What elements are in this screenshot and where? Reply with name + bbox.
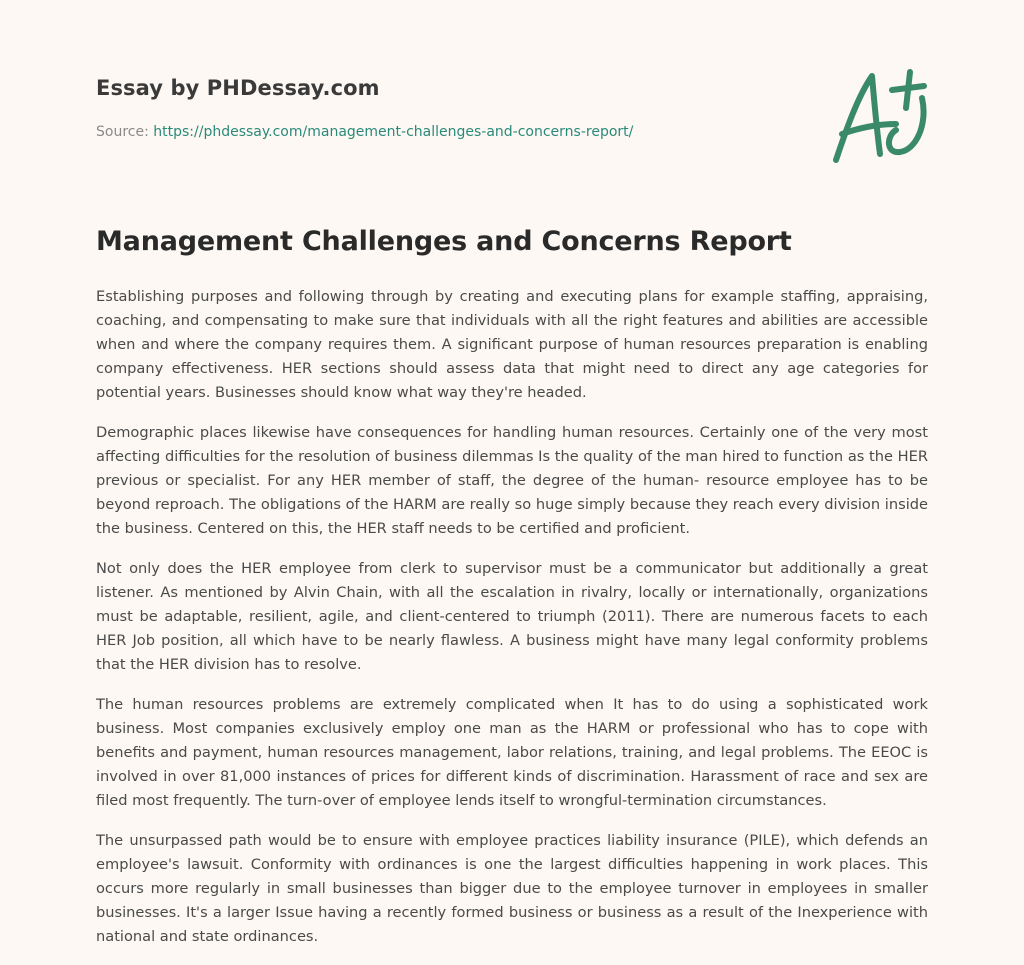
source-link[interactable]: https://phdessay.com/management-challenges-and-concerns-report/ [153, 124, 634, 140]
article-body [96, 285, 928, 965]
source-label: Source: [96, 124, 149, 140]
article-paragraph: Establishing purposes and following through by creating and executing plans for example staffing, appraising, coaching, and compensating to make sure that individuals with all the right features and abilities are accessible when and where the company requires them. A significant purpose of human resources preparation is enabling company effectiveness. HER sections should assess data that might need to direct any age categories for potential years. Businesses should know what way they're headed. [96, 288, 928, 401]
page-header [96, 0, 928, 200]
a-plus-logo-icon [828, 68, 928, 164]
article-paragraph: The human resources problems are extremely complicated when It has to do using a sophisticated work business. Most companies exclusively employ one man as the HARM or professional who has to cope with benefits and payment, human resources management, labor relations, training, and legal problems. The EEOC is involved in over 81,000 instances of prices for different kinds of discrimination. Harassment of race and sex are filed most frequently. The turn-over of employee lends itself to wrongful-termination circumstances. [96, 696, 928, 809]
article-paragraph: The unsurpassed path would be to ensure with employee practices liability insurance (PILE), which defends an employee's lawsuit. Conformity with ordinances is one the largest difficulties happening in work places. This occurs more regularly in small businesses than bigger due to the employee turnover in employees in smaller businesses. It's a larger Issue having a recently formed business or business as a result of the Inexperience with national and state ordinances. [96, 832, 928, 945]
source-line [96, 124, 633, 140]
article-paragraph: Not only does the HER employee from clerk to supervisor must be a communicator but additionally a great listener. As mentioned by Alvin Chain, with all the escalation in rivalry, locally or internationally, organizations must be adaptable, resilient, agile, and client-centered to triumph (2011). There are numerous facets to each HER Job position, all which have to be nearly flawless. A business might have many legal conformity problems that the HER division has to resolve. [96, 560, 928, 673]
article-title: Management Challenges and Concerns Report [96, 226, 792, 257]
article-paragraph: Demographic places likewise have consequences for handling human resources. Certainly one of the very most affecting difficulties for the resolution of business dilemmas Is the quality of the man hired to function as the HER previous or specialist. For any HER member of staff, the degree of the human- resource employee has to be beyond reproach. The obligations of the HARM are really so huge simply because they reach every division inside the business. Centered on this, the HER staff needs to be certified and proficient. [96, 424, 928, 537]
site-title: Essay by PHDessay.com [96, 76, 380, 100]
